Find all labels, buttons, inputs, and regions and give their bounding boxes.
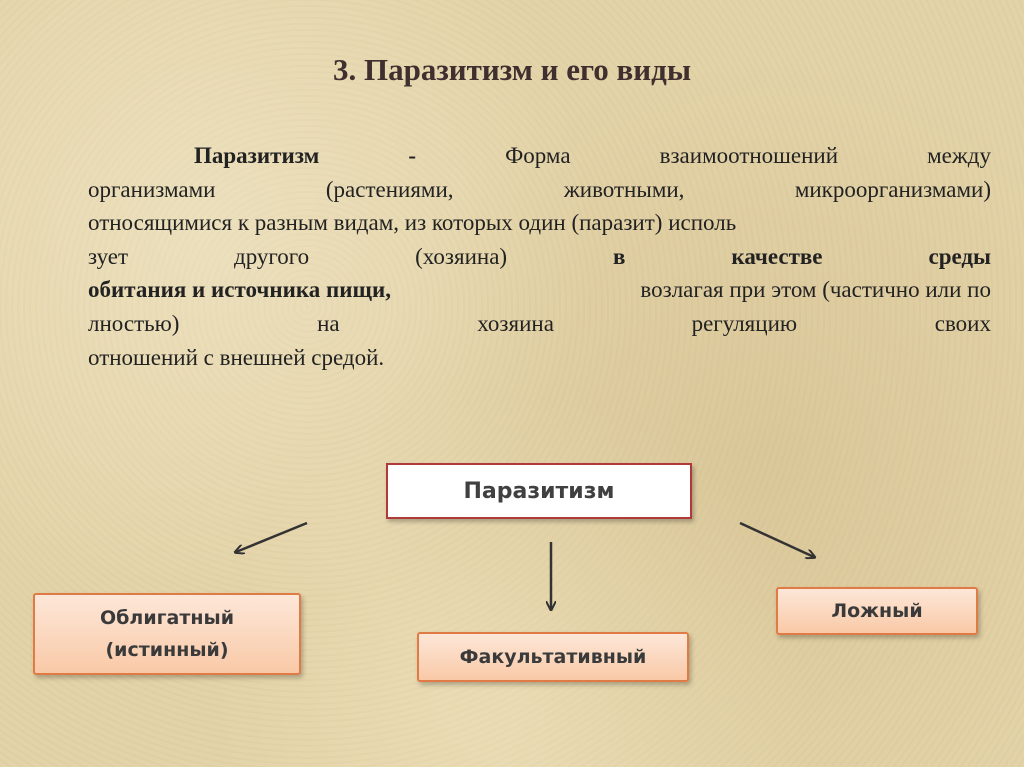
- paragraph-word: лностью): [88, 310, 180, 336]
- paragraph-word: микроорганизмами): [794, 176, 991, 202]
- paragraph-word: на: [317, 310, 340, 336]
- paragraph-word: между: [927, 143, 991, 168]
- box-obligate-line2: (истинный): [105, 639, 229, 661]
- paragraph-word: животными,: [563, 176, 685, 202]
- paragraph-word: Форма: [505, 143, 571, 168]
- paragraph-word: возлагая при этом (частично или по: [640, 277, 991, 303]
- paragraph-word: качестве: [731, 243, 823, 269]
- paragraph-word: регуляцию: [691, 310, 798, 336]
- arrow-to-false: [740, 523, 814, 557]
- paragraph-word: обитания и источника пищи,: [88, 277, 391, 303]
- paragraph-word: (хозяина): [415, 243, 508, 269]
- box-false: Ложный: [776, 587, 978, 635]
- paragraph-word: зует: [88, 243, 129, 269]
- paragraph-word: хозяина: [477, 310, 554, 336]
- root-box-parasitism: Паразитизм: [386, 463, 692, 519]
- paragraph-word: относящимися к разным видам, из которых один (паразит) исполь: [88, 210, 737, 236]
- paragraph-word: взаимоотношений: [659, 143, 839, 168]
- box-facultative: Факультативный: [417, 632, 689, 682]
- paragraph-word: -: [408, 143, 417, 168]
- slide-title: 3. Паразитизм и его виды: [332, 52, 692, 87]
- paragraph-word: (растениями,: [325, 176, 454, 202]
- paragraph-word: организмами: [88, 176, 216, 202]
- box-obligate: [33, 593, 301, 675]
- paragraph-word: отношений с внешней средой.: [88, 344, 385, 370]
- paragraph-word: своих: [934, 310, 991, 336]
- paragraph-word: Паразитизм: [194, 143, 320, 168]
- paragraph-word: в: [613, 243, 626, 269]
- paragraph-word: другого: [234, 243, 310, 269]
- paragraph-word: среды: [928, 243, 991, 269]
- arrow-to-obligate: [236, 523, 307, 552]
- box-obligate-line1: Облигатный: [99, 607, 235, 629]
